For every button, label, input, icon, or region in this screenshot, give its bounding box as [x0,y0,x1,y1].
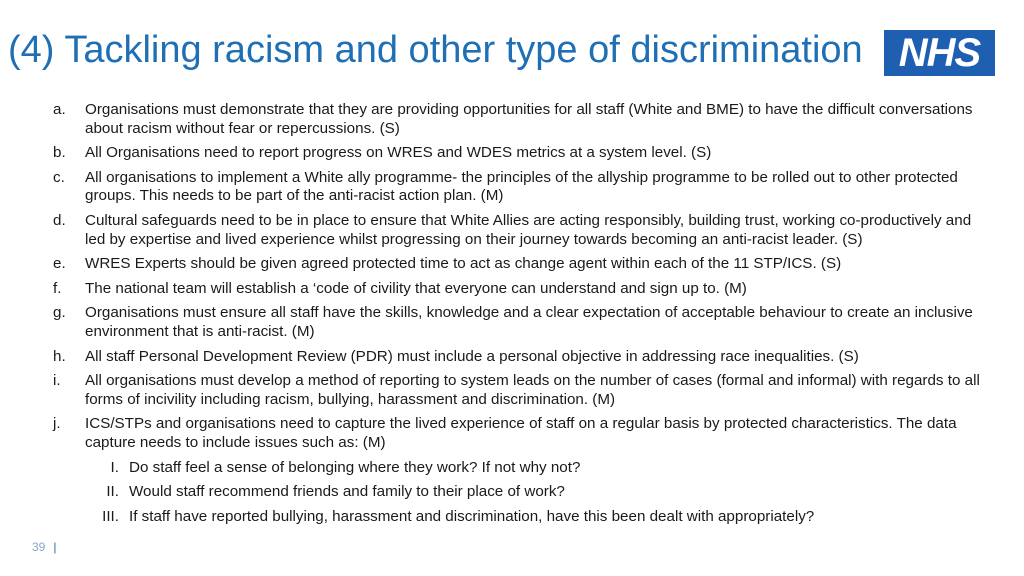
list-item [53,415,983,452]
list-marker: h. [53,347,66,365]
list-text: All organisations must develop a method of reporting to system leads on the number of cases (formal and informal) with regards to all forms of incivility including racism, bullying, harassment and discrimination. (M) [85,372,980,408]
list-item [53,101,983,138]
content-list [53,101,983,532]
list-text: All organisations to implement a White ally programme- the principles of the allyship programme to be rolled out to other protected groups. This needs to be part of the anti-racist action plan. (M) [85,168,958,205]
list-marker: e. [53,255,66,273]
list-text: All staff Personal Development Review (PDR) must include a personal objective in addressing race inequalities. (S) [85,347,859,365]
nhs-logo [884,30,995,76]
sub-list-marker: I. [110,458,119,476]
list-text: Organisations must ensure all staff have the skills, knowledge and a clear expectation of acceptable behaviour to create an inclusive environment that is anti-racist. (M) [85,304,973,340]
page-number: 39 [32,540,46,554]
list-marker: f. [53,279,62,297]
list-item [53,212,983,249]
list-marker: i. [53,372,61,390]
footer-divider: | [53,540,57,554]
list-text: Organisations must demonstrate that they are providing opportunities for all staff (White and BME) to have the difficult conversations about racism without fear or repercussions. (S) [85,101,973,137]
list-item [53,304,983,341]
sub-list-item [95,459,983,478]
sub-list-item [95,508,983,527]
list-marker: j. [53,415,61,433]
list-marker: b. [53,144,66,162]
list-text: Cultural safeguards need to be in place to ensure that White Allies are acting responsibly, building trust, working co-productively and led by expertise and lived experience whilst progressing on their journey towards becoming an anti-racist leader. (S) [85,211,972,248]
sub-list-text: If staff have reported bullying, harassment and discrimination, have this been dealt with appropriately? [129,507,815,525]
list-text: WRES Experts should be given agreed protected time to act as change agent within each of the 11 STP/ICS. (S) [85,255,842,273]
page-title: (4) Tackling racism and other type of discrimination [8,29,863,71]
sub-list-text: Do staff feel a sense of belonging where they work? If not why not? [129,458,581,476]
list-item [53,280,983,299]
list-text: The national team will establish a ‘code of civility that everyone can understand and sign up to. (M) [85,279,747,297]
list-marker: c. [53,168,65,186]
sub-list-marker: II. [106,483,119,501]
list-marker: g. [53,304,66,322]
list-item [53,255,983,274]
slide-footer [32,540,56,554]
list-item [53,169,983,206]
sub-list-item [95,483,983,502]
list-item [53,372,983,409]
nhs-logo-text: NHS [898,31,981,75]
list-text: All Organisations need to report progress on WRES and WDES metrics at a system level. (S) [85,144,712,162]
sub-list-text: Would staff recommend friends and family to their place of work? [129,483,565,501]
list-item [53,348,983,367]
list-marker: a. [53,101,66,118]
list-marker: d. [53,211,66,229]
list-item [53,144,983,163]
list-text: ICS/STPs and organisations need to capture the lived experience of staff on a regular basis by protected characteristics. The data capture needs to include issues such as: (M) [85,415,957,451]
sub-list-marker: III. [102,507,119,525]
